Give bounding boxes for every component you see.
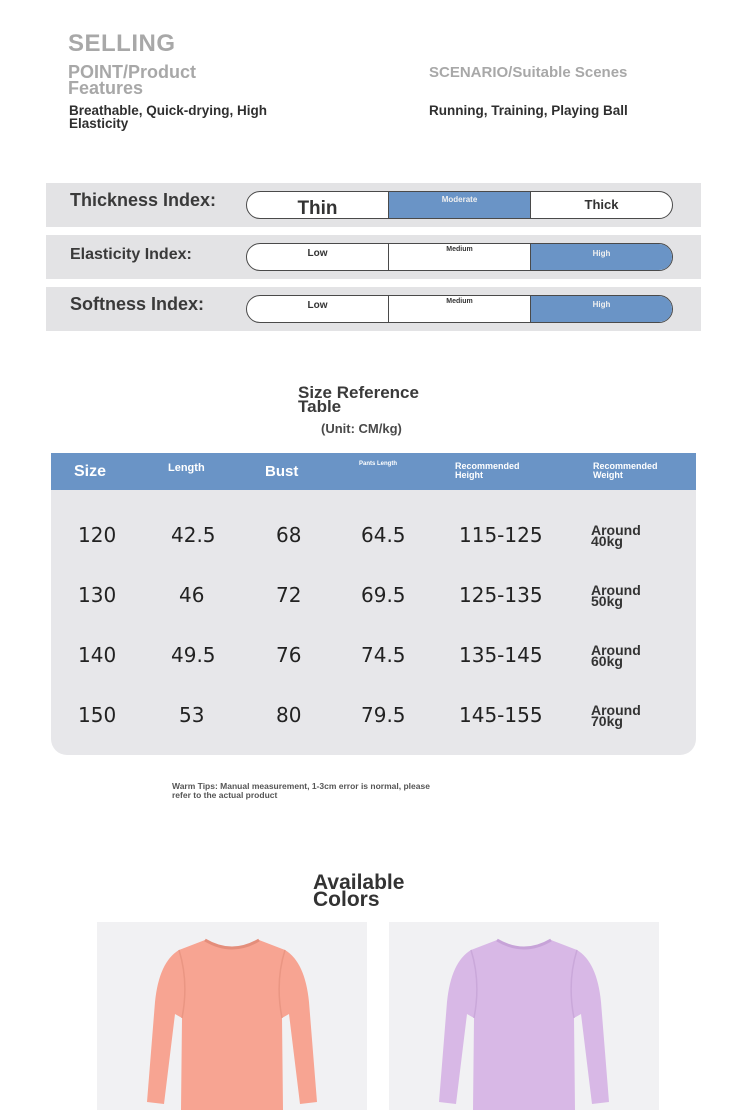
cell-height: 145-155 — [459, 703, 543, 727]
size-table-unit: (Unit: CM/kg) — [321, 421, 402, 436]
cell-height: 135-145 — [459, 643, 543, 667]
elasticity-index-bar — [246, 243, 673, 271]
size-table-title: Size Reference Table — [298, 383, 419, 416]
available-colors-title: Available Colors — [313, 871, 405, 911]
cell-bust: 80 — [276, 703, 302, 727]
cell-size: 130 — [78, 583, 117, 607]
cell-bust: 72 — [276, 583, 302, 607]
elasticity-index-label: Elasticity Index: — [70, 246, 192, 263]
warm-tips: Warm Tips: Manual measurement, 1-3cm error is normal, please refer to the actual product — [172, 781, 430, 800]
softness-option-low: Low — [247, 296, 389, 322]
scenario-text: Running, Training, Playing Ball — [429, 103, 628, 118]
cell-bust: 76 — [276, 643, 302, 667]
softness-option-medium: Medium — [389, 296, 531, 322]
header-pants-length: Pants Length — [359, 461, 398, 467]
scenario-heading: SCENARIO/Suitable Scenes — [429, 64, 628, 81]
elasticity-option-medium: Medium — [389, 244, 531, 270]
thickness-index-bar — [246, 191, 673, 219]
cell-weight: Around 70kg — [591, 702, 641, 729]
cell-pants-length: 64.5 — [361, 523, 406, 547]
elasticity-option-low: Low — [247, 244, 389, 270]
cell-weight: Around 40kg — [591, 522, 641, 549]
coral-shirt-icon — [97, 922, 367, 1110]
thickness-option-thin: Thin — [247, 192, 389, 218]
header-bust: Bust — [265, 463, 299, 480]
cell-pants-length: 79.5 — [361, 703, 406, 727]
size-table — [51, 453, 696, 755]
selling-heading: SELLING — [68, 30, 176, 57]
product-features-heading: POINT/Product Features — [68, 62, 197, 98]
size-table-header — [51, 453, 696, 490]
cell-weight: Around 50kg — [591, 582, 641, 609]
cell-bust: 68 — [276, 523, 302, 547]
softness-index-label: Softness Index: — [70, 294, 205, 314]
elasticity-option-high: High — [531, 244, 672, 270]
softness-index-row — [46, 287, 701, 331]
color-swatch-coral — [97, 922, 367, 1110]
thickness-option-moderate: Moderate — [389, 192, 531, 218]
color-swatch-lavender — [389, 922, 659, 1110]
thickness-index-label: Thickness Index: — [70, 190, 217, 210]
softness-option-high: High — [531, 296, 672, 322]
cell-length: 53 — [179, 703, 205, 727]
header-size: Size — [74, 463, 107, 480]
softness-index-bar — [246, 295, 673, 323]
thickness-option-thick: Thick — [584, 197, 619, 212]
cell-length: 49.5 — [171, 643, 216, 667]
cell-length: 42.5 — [171, 523, 216, 547]
cell-weight: Around 60kg — [591, 642, 641, 669]
cell-pants-length: 69.5 — [361, 583, 406, 607]
cell-size: 140 — [78, 643, 117, 667]
product-features-text: Breathable, Quick-drying, High Elasticity — [69, 103, 268, 131]
cell-height: 115-125 — [459, 523, 543, 547]
elasticity-index-row — [46, 235, 701, 279]
cell-size: 120 — [78, 523, 117, 547]
cell-length: 46 — [179, 583, 205, 607]
header-length: Length — [168, 462, 205, 474]
header-recommended-weight: Recommended Weight — [593, 461, 658, 480]
cell-size: 150 — [78, 703, 117, 727]
thickness-index-row — [46, 183, 701, 227]
lavender-shirt-icon — [389, 922, 659, 1110]
header-recommended-height: Recommended Height — [455, 461, 520, 480]
cell-pants-length: 74.5 — [361, 643, 406, 667]
cell-height: 125-135 — [459, 583, 543, 607]
